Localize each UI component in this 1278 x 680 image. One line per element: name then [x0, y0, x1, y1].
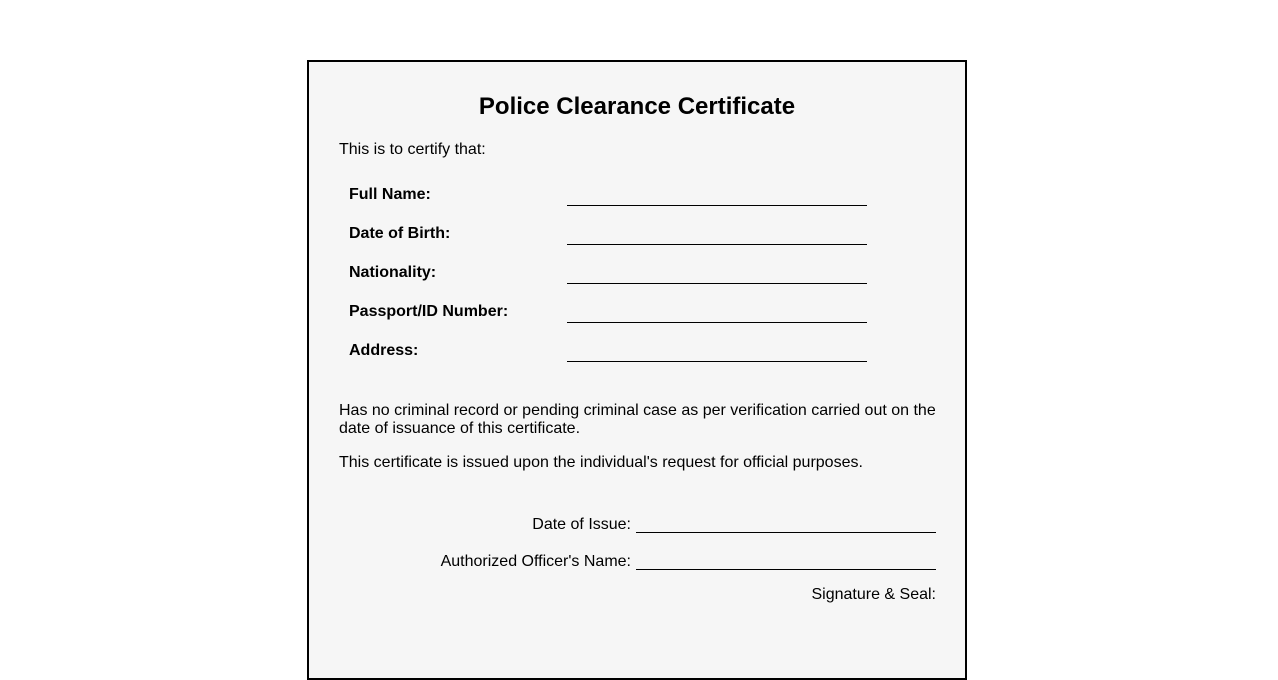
personal-details-fields	[349, 180, 869, 375]
nationality-line	[567, 283, 867, 284]
signature-seal-label: Signature & Seal:	[811, 586, 936, 603]
address-label: Address:	[349, 342, 419, 359]
officer-name-line	[636, 569, 936, 570]
purpose-statement: This certificate is issued upon the individual's request for official purposes.	[339, 454, 863, 471]
full-name-label: Full Name:	[349, 186, 431, 203]
date-of-birth-line	[567, 244, 867, 245]
date-of-birth-row	[349, 219, 869, 258]
full-name-line	[567, 205, 867, 206]
address-row	[349, 336, 869, 375]
passport-id-row	[349, 297, 869, 336]
full-name-row	[349, 180, 869, 219]
date-of-issue-line	[636, 532, 936, 533]
address-line	[567, 361, 867, 362]
intro-text: This is to certify that:	[339, 141, 486, 158]
date-of-issue-row	[532, 511, 936, 535]
nationality-row	[349, 258, 869, 297]
officer-name-row	[441, 548, 936, 572]
officer-name-label: Authorized Officer's Name:	[440, 553, 631, 570]
clearance-statement: Has no criminal record or pending criminal case as per verification carried out on the date of issuance of this certificate.	[339, 402, 936, 437]
date-of-birth-label: Date of Birth:	[349, 225, 451, 242]
certificate-document	[307, 60, 967, 680]
date-of-issue-label: Date of Issue:	[532, 516, 631, 533]
nationality-label: Nationality:	[349, 264, 437, 281]
certificate-title: Police Clearance Certificate	[478, 93, 796, 120]
passport-id-label: Passport/ID Number:	[349, 303, 509, 320]
passport-id-line	[567, 322, 867, 323]
